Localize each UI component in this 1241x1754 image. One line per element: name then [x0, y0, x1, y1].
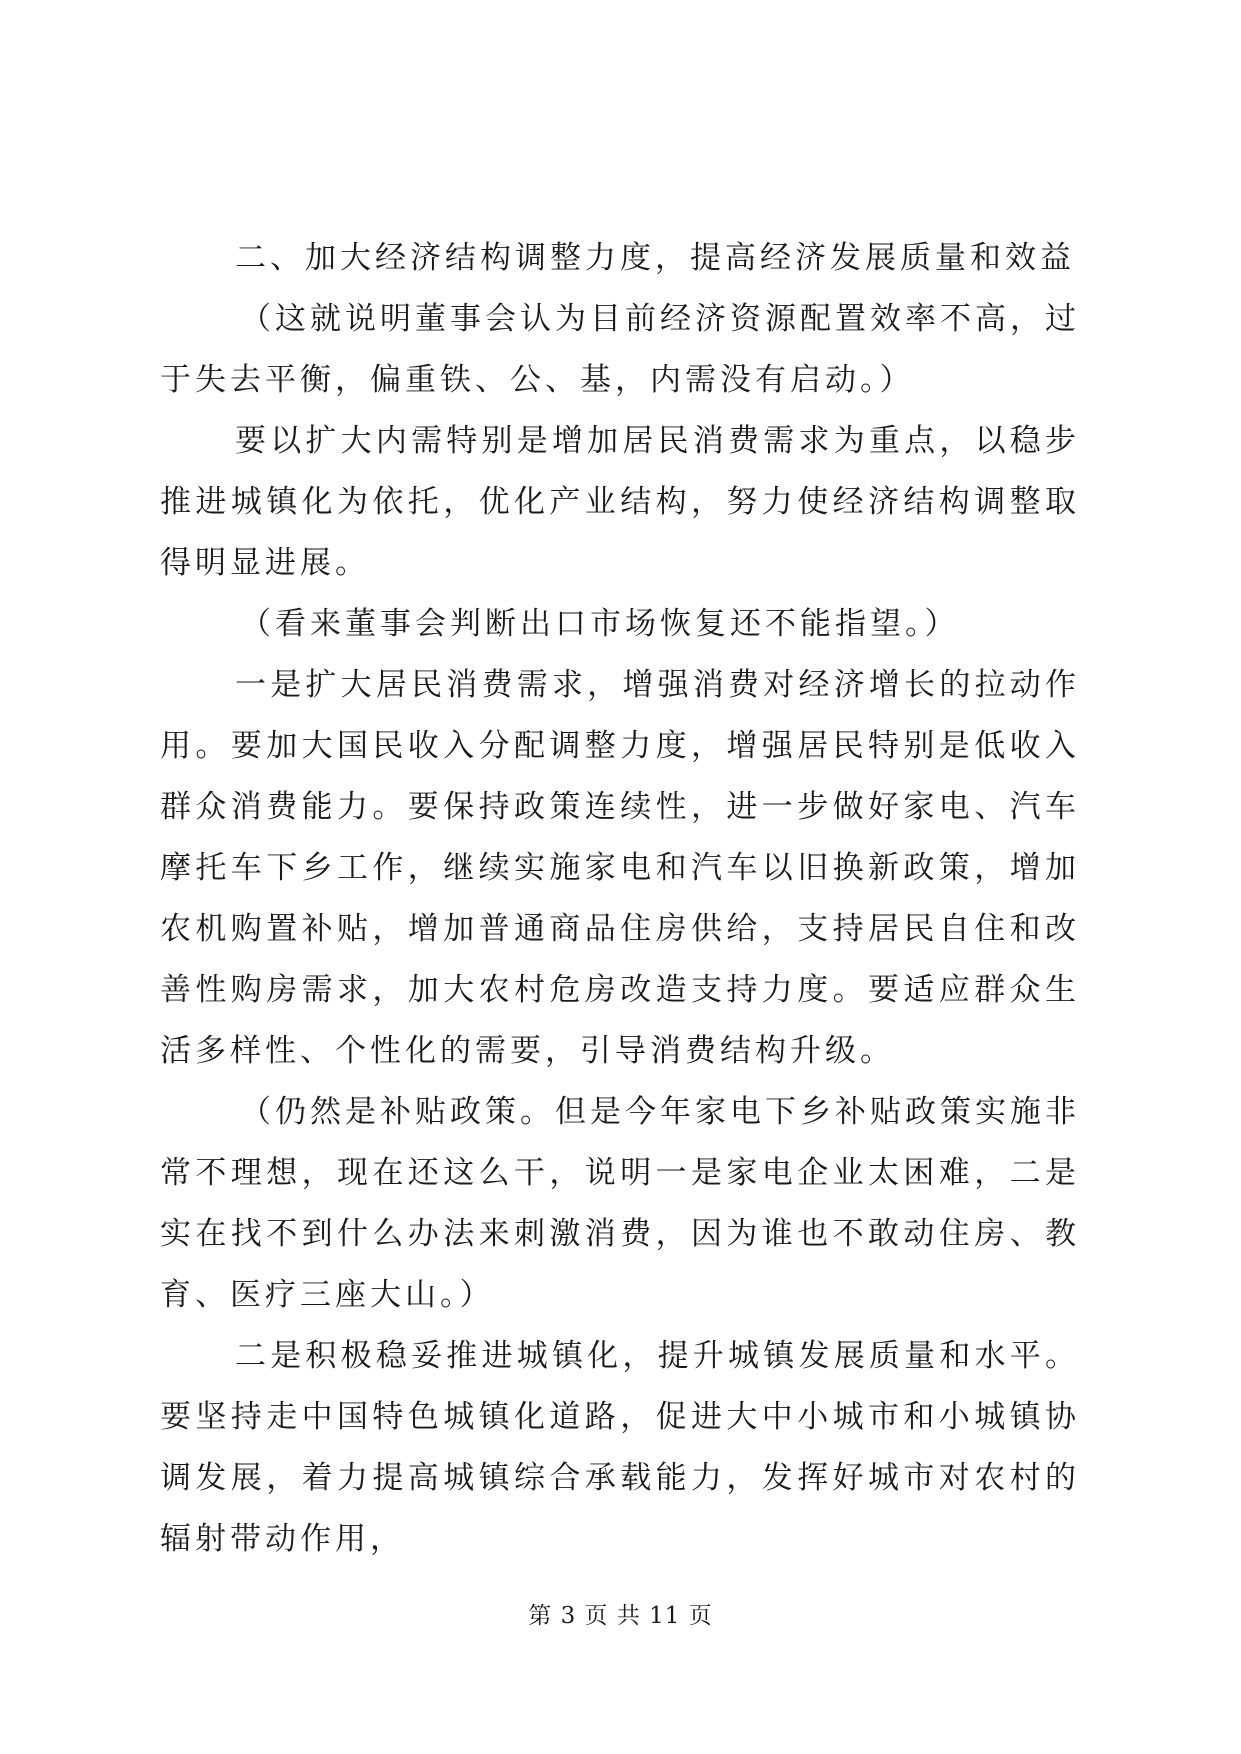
paragraph-annotation: （看来董事会判断出口市场恢复还不能指望。） — [240, 606, 960, 642]
paragraph-annotation: （仍然是补贴政策。但是今年家电下乡补贴政策实施非常不理想，现在还这么干，说明一是家电企业太困难，二是实在找不到什么办法来刺激消费，因为谁也不敢动住房、教育、医疗三座大山。） — [160, 1094, 1080, 1313]
page-number: 第 3 页 共 11 页 — [528, 1603, 713, 1629]
paragraph: 一是扩大居民消费需求，增强消费对经济增长的拉动作用。要加大国民收入分配调整力度，增强居民特别是低收入群众消费能力。要保持政策连续性，进一步做好家电、汽车摩托车下乡工作，继续实施家电和汽车以旧换新政策，增加农机购置补贴，增加普通商品住房供给，支持居民自住和改善性购房需求，加大农村危房改造支持力度。要适应群众生活多样性、个性化的需要，引导消费结构升级。 — [160, 667, 1080, 1069]
paragraph: 要以扩大内需特别是增加居民消费需求为重点，以稳步推进城镇化为依托，优化产业结构，努力使经济结构调整取得明显进展。 — [160, 423, 1080, 581]
paragraph: 二是积极稳妥推进城镇化，提升城镇发展质量和水平。要坚持走中国特色城镇化道路，促进大中小城市和小城镇协调发展，着力提高城镇综合承载能力，发挥好城市对农村的辐射带动作用， — [160, 1338, 1080, 1557]
section-heading: 二、加大经济结构调整力度，提高经济发展质量和效益 — [235, 240, 1075, 276]
paragraph-annotation: （这就说明董事会认为目前经济资源配置效率不高，过于失去平衡，偏重铁、公、基，内需没有启动。） — [160, 301, 1080, 398]
document-body — [160, 228, 1080, 1570]
